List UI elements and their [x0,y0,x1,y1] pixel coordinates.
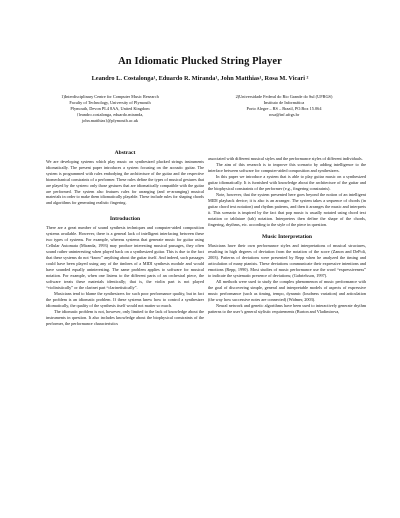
left-column [46,150,204,327]
affiliation-email: john.matthias}@plymouth.ac.uk [81,118,139,124]
body-paragraph: Musicians tend to blame the synthesizers for such poor performance quality, but in fact the problem is an idiomatic problem. If these systems knew how to control a synthesizer idiomatically, the quality of the synthesis itself would not matter so much. [46,291,204,309]
affiliation-line: 1)Interdisciplinary Centre for Computer Music Research [61,94,159,99]
affiliation-line: Porto Alegre – RS – Brazil, PO.Box 15.064 [246,106,322,112]
affiliation-email: rosa@inf.ufrgs.br [268,112,300,118]
body-paragraph: Note, however, that the system presented here goes beyond the notion of an intelligent MIDI playback device; it is also is an arranger. The system takes a sequence of chords (in guitar chord text notation) and rhythm patterns, and then it arranges the music and interprets it. This scenario is inspired by the fact that pop music is usually notated using chord text notation or tablature (tab) notation. Interpreters then define the shape of the chords, fingering, rhythms, etc. according to the style of the piece in question. [208,192,366,227]
affiliation-right [214,94,354,118]
affiliation-line: 2)Universidade Federal do Rio Grande do Sul (UFRGS) [235,94,333,99]
abstract-text: We are developing systems which play music on synthesized plucked strings instruments idiomatically. The present paper introduces a system focusing on the acoustic guitar. The system is programmed with rules embodying the architecture of the guitar and the respective biomechanical constraints of a performer. These rules define the types of musical gestures that are played by the system: only those gestures that are idiomatically compatible with the guitar are performed. The system also features rules for arranging (and re-arranging) musical materials in order to make them idiomatically playable. These include rules for shaping chords and algorithms for generating realistic fingering. [46,159,204,206]
body-paragraph: There are a great number of sound synthesis techniques and computer-aided composition systems available. However, there is a general lack of intelligent interfacing between these two types of systems. For example, whereas systems that generate music for guitar using Cellular Automata (Miranda, 1993) may produce interesting musical passages, they often sound rather uninteresting when played back on a synthesized guitar. This is due to the fact that these systems do not “know” anything about the guitar itself. And indeed, such passages could have been played using any of the timbres of a MIDI synthesis module and would have sounded equally uninteresting. The same problem applies to software for musical notation. For example, when one listens to the different parts of an orchestral piece, the software treats these materials identically; that is, the violin part is not played “violinistically” or the clarinet part “clarinetistically”. [46,225,204,291]
author-list: Leandro L. Costalonga¹, Eduardo R. Miranda¹, John Matthias¹, Rosa M. Vicari ² [91,75,309,82]
paper-title: An Idiomatic Plucked String Player [118,56,282,67]
affiliation-line: Faculty of Technology, University of Plymouth [69,100,151,106]
introduction-section [46,216,204,327]
abstract-section [46,150,204,206]
body-paragraph: The idiomatic problem is not, however, only limited to the lack of knowledge about the instruments in question. It also includes knowledge about the biophysical constraints of the performer, the performance characteristics [46,309,204,327]
music-interpretation-heading: Music Interpretation [261,234,313,240]
right-column [208,156,366,315]
body-paragraph: In this paper we introduce a system that is able to play guitar music on a synthesized guitar idiomatically. It is furnished with knowledge about the architecture of the guitar and the biophysical constraints of the performer (e.g., fingering constraints). [208,174,366,191]
affiliation-left [40,94,180,124]
affiliation-line: Plymouth, Devon PL4 8AA, United Kingdom [70,106,150,112]
body-paragraph: associated with different musical styles and the performance styles of different individuals. [208,156,363,161]
introduction-heading: Introduction [109,216,141,223]
body-paragraph: All methods were used to study the complex phenomenon of music performance with the goal of discovering simple, general and interpretable models of aspects of expressive music performance (such as timing, tempo, dynamic (loudness variation) and articulation (the way how successive notes are connected) (Widmer, 2003). [208,279,366,302]
body-paragraph: The aim of this research is to improve this scenario by adding intelligence to the interface between software for computer-aided composition and synthesizers. [208,162,366,173]
body-paragraph: Musicians have their own performance styles and interpretations of musical structures, resulting in high degrees of deviation from the notation of the score (Zanon and DePoli, 2003). Patterns of deviations were presented by Repp when he analyzed the timing and articulation of many pianists. These deviations communicate their expressive intentions and emotions (Repp, 1990). Most studies of music performance use the word “expressiveness” to indicate the systematic presence of deviations; (Gabrielsson, 1997). [208,243,366,278]
affiliation-line: Instituto de Informática [263,100,305,106]
body-paragraph: Neural network and genetic algorithms have been used to interactively generate rhythm patterns to the user’s general stylistic requirements (Burton and Vladimirova, [208,303,366,314]
abstract-heading: Abstract [114,150,136,156]
affiliation-email: {leandro.costalonga, eduardo.miranda, [76,112,144,118]
